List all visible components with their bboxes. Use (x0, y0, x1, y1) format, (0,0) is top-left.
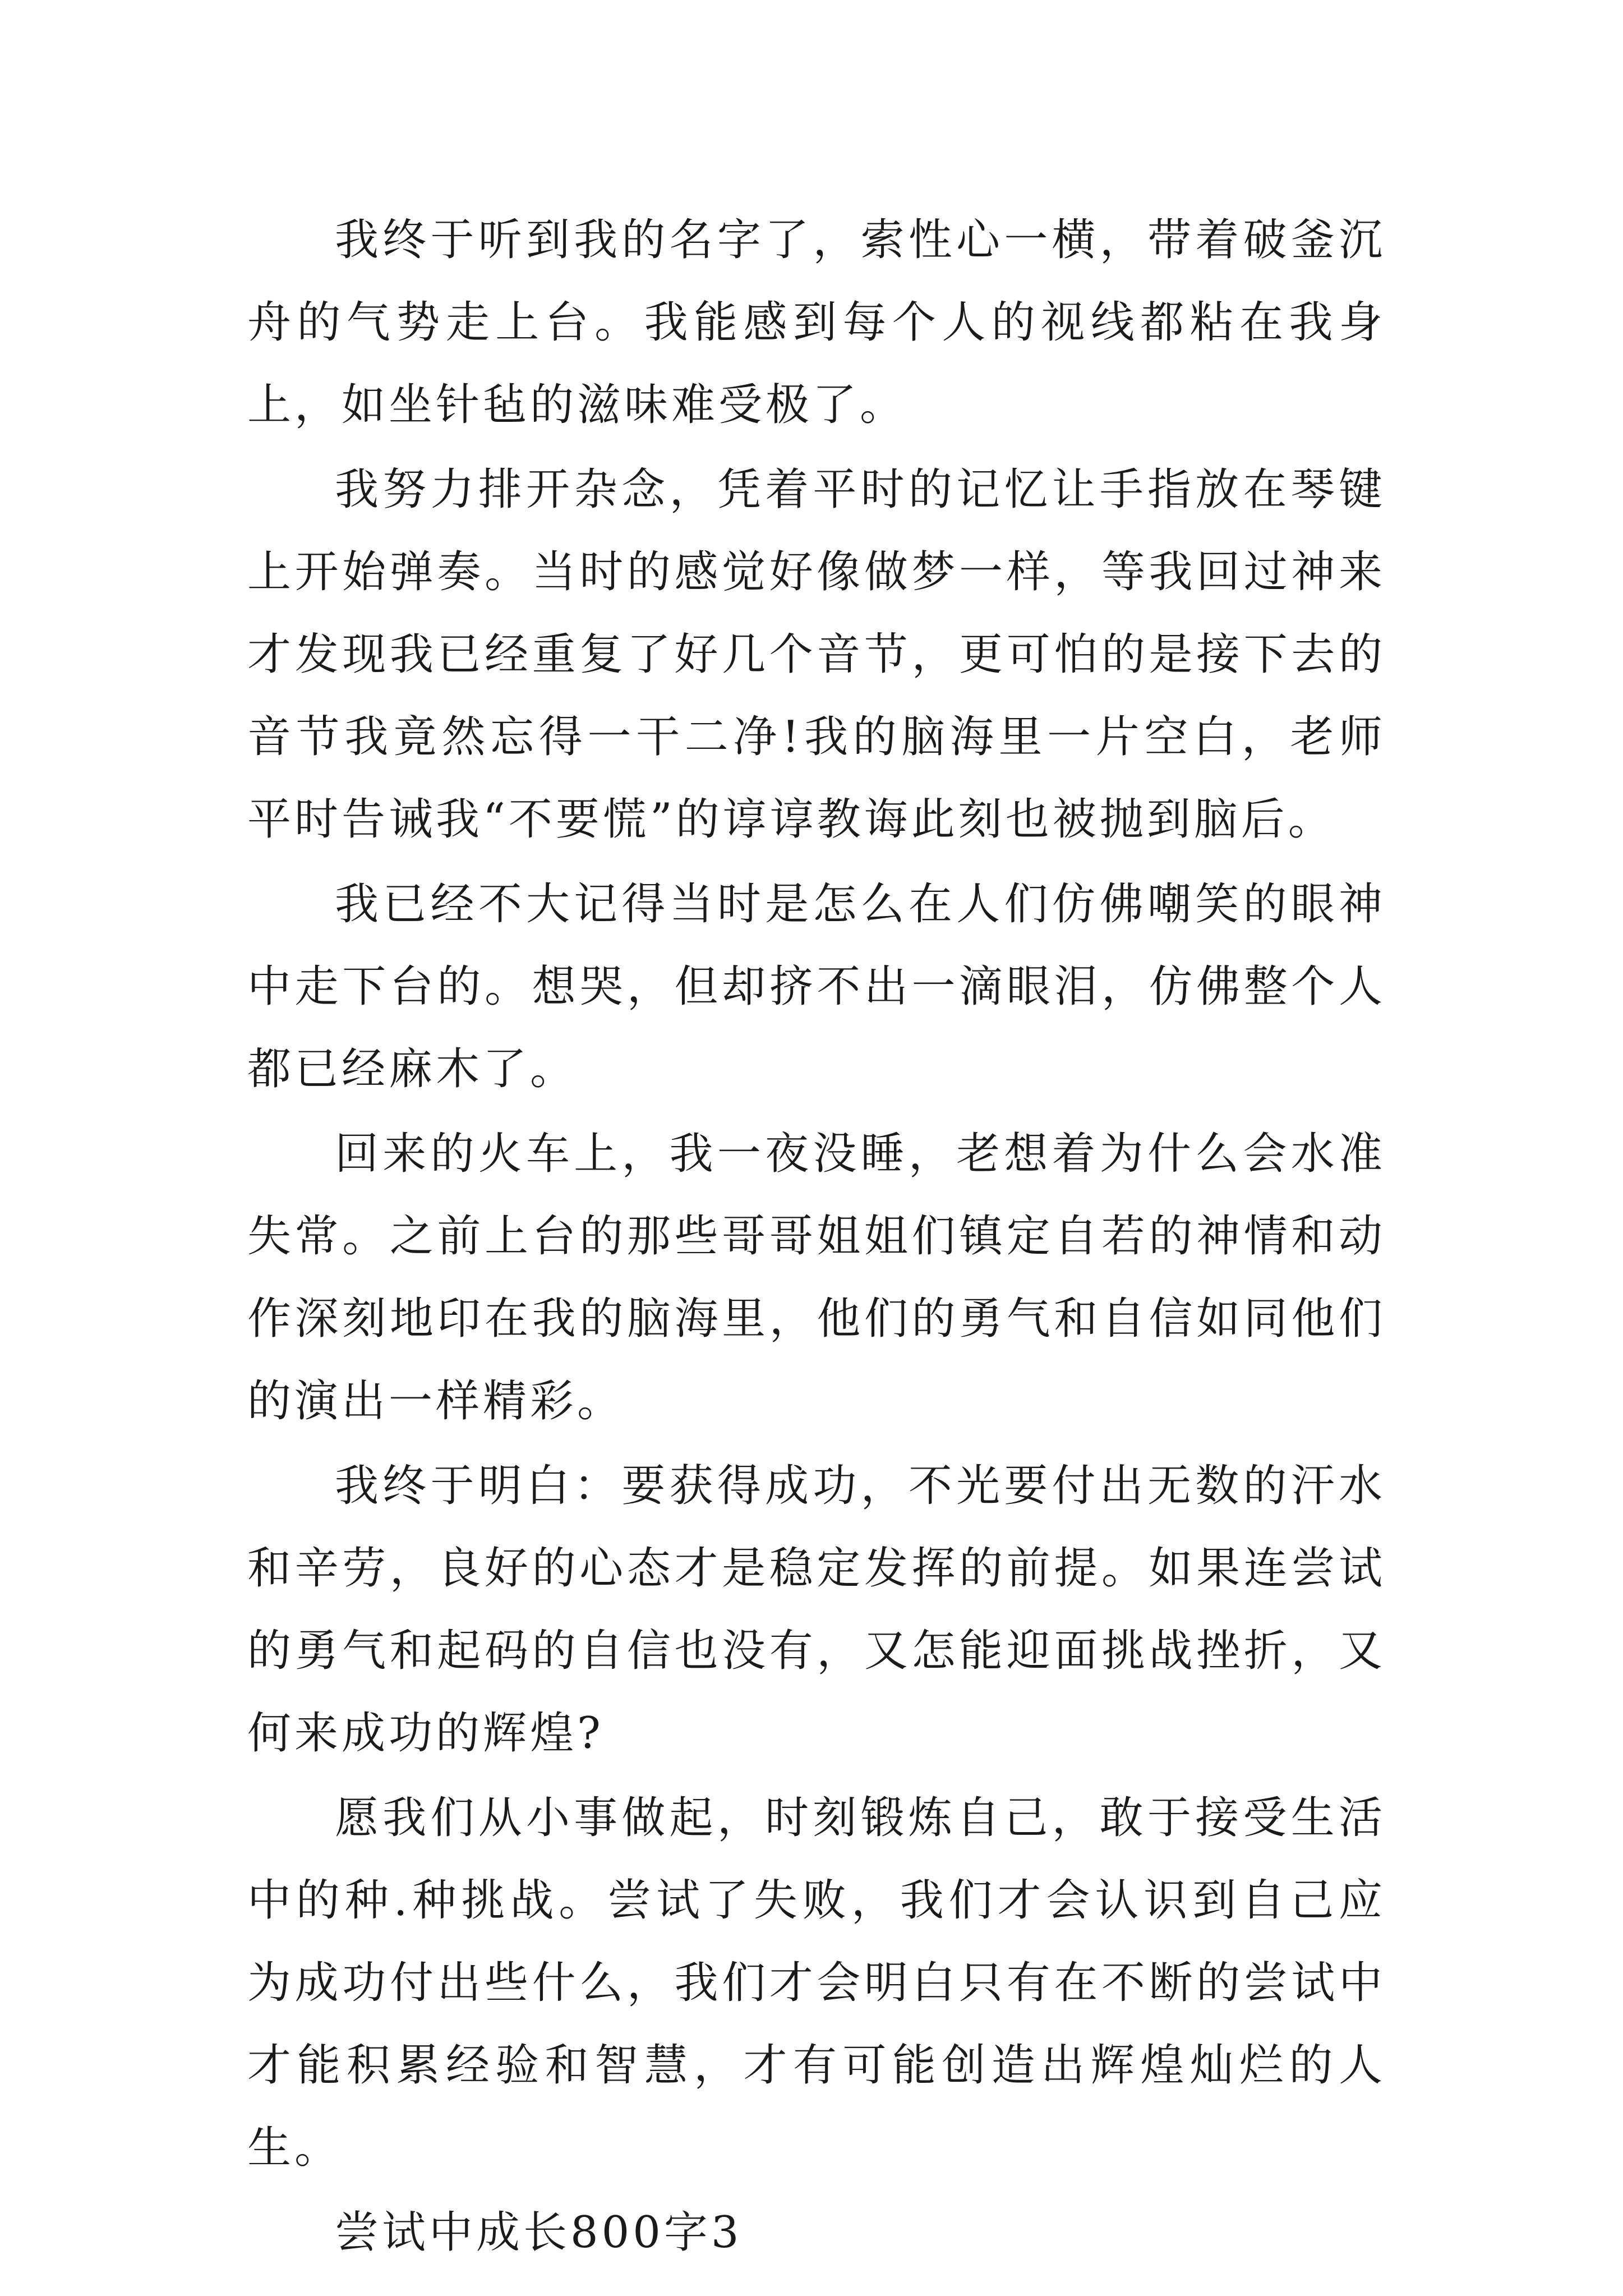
paragraph-3: 我已经不大记得当时是怎么在人们仿佛嘲笑的眼神中走下台的。想哭，但却挤不出一滴眼泪，仿佛整个人都已经麻木了。 (247, 879, 1386, 1094)
paragraph-2: 我努力排开杂念，凭着平时的记忆让手指放在琴键上开始弹奏。当时的感觉好像做梦一样，等我回过神来才发现我已经重复了好几个音节，更可怕的是接下去的音节我竟然忘得一干二净!我的脑海里一片空白，老师平时告诫我“不要慌”的谆谆教诲此刻也被抛到脑后。 (247, 464, 1386, 845)
next-section-title: 尝试中成长800字3 (335, 2207, 743, 2258)
paragraph-1: 我终于听到我的名字了，索性心一横，带着破釜沉舟的气势走上台。我能感到每个人的视线都粘在我身上，如坐针毡的滋味难受极了。 (247, 215, 1386, 430)
paragraph-5: 我终于明白：要获得成功，不光要付出无数的汗水和辛劳，良好的心态才是稳定发挥的前提。如果连尝试的勇气和起码的自信也没有，又怎能迎面挑战挫折，又何来成功的辉煌? (247, 1461, 1386, 1759)
paragraph-4: 回来的火车上，我一夜没睡，老想着为什么会水准失常。之前上台的那些哥哥姐姐们镇定自若的神情和动作深刻地印在我的脑海里，他们的勇气和自信如同他们的演出一样精彩。 (247, 1129, 1386, 1427)
document-body (247, 199, 1386, 2274)
paragraph-6: 愿我们从小事做起，时刻锻炼自己，敢于接受生活中的种.种挑战。尝试了失败，我们才会认识到自己应为成功付出些什么，我们才会明白只有在不断的尝试中才能积累经验和智慧，才有可能创造出辉煌灿烂的人生。 (247, 1793, 1386, 2173)
